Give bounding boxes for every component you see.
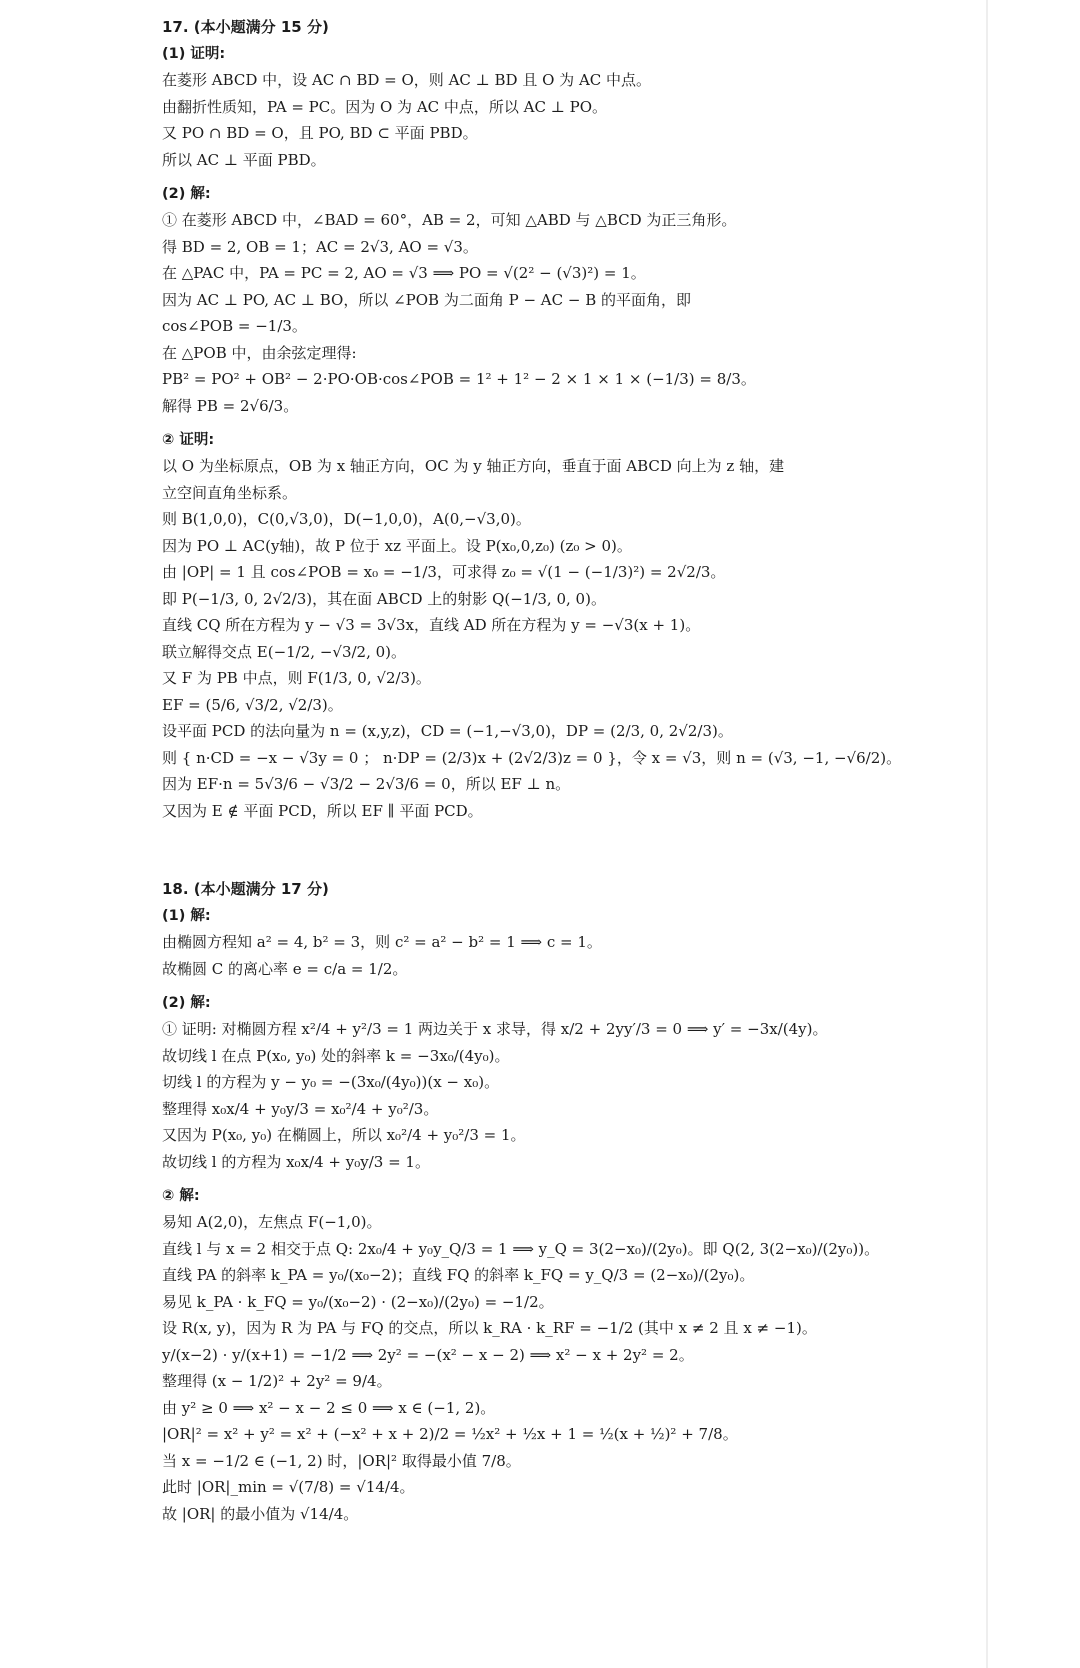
p17-part2-line: 在 △POB 中，由余弦定理得: xyxy=(162,343,357,362)
p18-part2b-line: 此时 |OR|_min = √(7/8) = √14/4。 xyxy=(162,1478,415,1496)
p17-part2-line: 得 BD = 2, OB = 1；AC = 2√3, AO = √3。 xyxy=(162,237,478,256)
p17-part2b-line: 即 P(−1/3, 0, 2√2/3)，其在面 ABCD 上的射影 Q(−1/3, 0, 0)。 xyxy=(162,589,606,608)
p18-part2-line: 故切线 l 在点 P(x₀, y₀) 处的斜率 k = −3x₀/(4y₀)。 xyxy=(162,1046,510,1065)
p17-part2b-line: 则 { n·CD = −x − √3y = 0 ； n·DP = (2/3)x + (2√2/3)z = 0 }，令 x = √3，则 n = (√3, −1, −√6/2)。 xyxy=(162,748,902,767)
p18-part2b-line: 整理得 (x − 1/2)² + 2y² = 9/4。 xyxy=(162,1372,392,1390)
p18-part1-line: 由椭圆方程知 a² = 4, b² = 3，则 c² = a² − b² = 1 ⟹ c = 1。 xyxy=(162,933,602,951)
p17-part2b-line: 直线 CQ 所在方程为 y − √3 = 3√3x，直线 AD 所在方程为 y = −√3(x + 1)。 xyxy=(162,616,701,634)
p17-part2b-line: EF = (5/6, √3/2, √2/3)。 xyxy=(162,695,343,714)
p18-part2b-line: |OR|² = x² + y² = x² + (−x² + x + 2)/2 = ½x² + ½x + 1 = ½(x + ½)² + 7/8。 xyxy=(162,1425,738,1443)
p17-part2b-line: 设平面 PCD 的法向量为 n = (x,y,z)，CD = (−1,−√3,0)，DP = (2/3, 0, 2√2/3)。 xyxy=(162,722,733,740)
p18-part2b-line: 直线 l 与 x = 2 相交于点 Q: 2x₀/4 + y₀y_Q/3 = 1 ⟹ y_Q = 3(2−x₀)/(2y₀)。即 Q(2, 3(2−x₀)/(2y₀))。 xyxy=(162,1239,880,1258)
problem-17-title: 17. (本小题满分 15 分) xyxy=(162,18,329,36)
p18-part2b-heading: ② 解: xyxy=(162,1188,200,1204)
p17-part2b-line: 联立解得交点 E(−1/2, −√3/2, 0)。 xyxy=(162,642,407,661)
p18-part2-heading: (2) 解: xyxy=(162,995,211,1011)
p17-part1-line: 又 PO ∩ BD = O，且 PO, BD ⊂ 平面 PBD。 xyxy=(162,124,478,142)
p18-part2-line: 又因为 P(x₀, y₀) 在椭圆上，所以 x₀²/4 + y₀²/3 = 1。 xyxy=(162,1126,526,1144)
p18-part2b-line: 当 x = −1/2 ∈ (−1, 2) 时，|OR|² 取得最小值 7/8。 xyxy=(162,1451,521,1470)
p17-part2-line: 解得 PB = 2√6/3。 xyxy=(162,396,299,415)
p18-part2-line: ① 证明: 对椭圆方程 x²/4 + y²/3 = 1 两边关于 x 求导，得 x/2 + 2yy′/3 = 0 ⟹ y′ = −3x/(4y)。 xyxy=(162,1020,828,1038)
p17-part2b-line: 由 |OP| = 1 且 cos∠POB = x₀ = −1/3，可求得 z₀ = √(1 − (−1/3)²) = 2√2/3。 xyxy=(162,563,726,581)
p18-part2b-line: y/(x−2) · y/(x+1) = −1/2 ⟹ 2y² = −(x² − x − 2) ⟹ x² − x + 2y² = 2。 xyxy=(162,1345,694,1364)
p17-part2-line: ① 在菱形 ABCD 中，∠BAD = 60°，AB = 2，可知 △ABD 与 △BCD 为正三角形。 xyxy=(162,211,737,229)
p17-part2b-line: 因为 PO ⊥ AC(y轴)，故 P 位于 xz 平面上。设 P(x₀,0,z₀) (z₀ > 0)。 xyxy=(162,536,632,555)
p17-part1-heading: (1) 证明: xyxy=(162,46,226,62)
problem-18-title: 18. (本小题满分 17 分) xyxy=(162,880,329,898)
p18-part2b-line: 故 |OR| 的最小值为 √14/4。 xyxy=(162,1504,359,1523)
p17-part2b-line: 又因为 E ∉ 平面 PCD，所以 EF ∥ 平面 PCD。 xyxy=(162,801,483,820)
p17-part1-line: 在菱形 ABCD 中，设 AC ∩ BD = O，则 AC ⊥ BD 且 O 为 AC 中点。 xyxy=(162,71,652,89)
p18-part2b-line: 易见 k_PA · k_FQ = y₀/(x₀−2) · (2−x₀)/(2y₀) = −1/2。 xyxy=(162,1292,554,1311)
p17-part2-line: cos∠POB = −1/3。 xyxy=(162,317,307,335)
p18-part2-line: 切线 l 的方程为 y − y₀ = −(3x₀/(4y₀))(x − x₀)。 xyxy=(162,1073,500,1091)
p17-part1-line: 由翻折性质知，PA = PC。因为 O 为 AC 中点，所以 AC ⊥ PO。 xyxy=(162,97,608,116)
p17-part2b-line: 以 O 为坐标原点，OB 为 x 轴正方向，OC 为 y 轴正方向，垂直于面 ABCD 向上为 z 轴，建 xyxy=(162,457,785,475)
p17-part2b-line: 因为 EF·n = 5√3/6 − √3/2 − 2√3/6 = 0，所以 EF ⊥ n。 xyxy=(162,775,571,793)
p18-part2b-line: 直线 PA 的斜率 k_PA = y₀/(x₀−2)；直线 FQ 的斜率 k_FQ = y_Q/3 = (2−x₀)/(2y₀)。 xyxy=(162,1266,755,1284)
p17-part2b-line: 则 B(1,0,0)，C(0,√3,0)，D(−1,0,0)，A(0,−√3,0)。 xyxy=(162,510,531,528)
p18-part1-heading: (1) 解: xyxy=(162,908,211,924)
p17-part1-line: 所以 AC ⊥ 平面 PBD。 xyxy=(162,150,326,169)
p17-part2-line: 在 △PAC 中，PA = PC = 2, AO = √3 ⟹ PO = √(2² − (√3)²) = 1。 xyxy=(162,264,646,282)
p18-part2-line: 整理得 x₀x/4 + y₀y/3 = x₀²/4 + y₀²/3。 xyxy=(162,1099,439,1118)
p18-part2b-line: 易知 A(2,0)，左焦点 F(−1,0)。 xyxy=(162,1213,382,1231)
p18-part2b-line: 设 R(x, y)，因为 R 为 PA 与 FQ 的交点，所以 k_RA · k_RF = −1/2 (其中 x ≠ 2 且 x ≠ −1)。 xyxy=(162,1319,817,1337)
p17-part2-line: 因为 AC ⊥ PO, AC ⊥ BO，所以 ∠POB 为二面角 P − AC − B 的平面角，即 xyxy=(162,290,692,309)
p18-part1-line: 故椭圆 C 的离心率 e = c/a = 1/2。 xyxy=(162,959,408,978)
p18-part2-line: 故切线 l 的方程为 x₀x/4 + y₀y/3 = 1。 xyxy=(162,1152,430,1171)
p17-part2-heading: (2) 解: xyxy=(162,186,211,202)
p18-part2b-line: 由 y² ≥ 0 ⟹ x² − x − 2 ≤ 0 ⟹ x ∈ (−1, 2)。 xyxy=(162,1398,496,1417)
p17-part2b-line: 又 F 为 PB 中点，则 F(1/3, 0, √2/3)。 xyxy=(162,669,431,687)
solution-content xyxy=(162,14,992,1527)
p17-part2b-line: 立空间直角坐标系。 xyxy=(162,483,298,502)
p17-part2b-heading: ② 证明: xyxy=(162,432,215,448)
p17-part2-line: PB² = PO² + OB² − 2·PO·OB·cos∠POB = 1² + 1² − 2 × 1 × 1 × (−1/3) = 8/3。 xyxy=(162,370,756,388)
